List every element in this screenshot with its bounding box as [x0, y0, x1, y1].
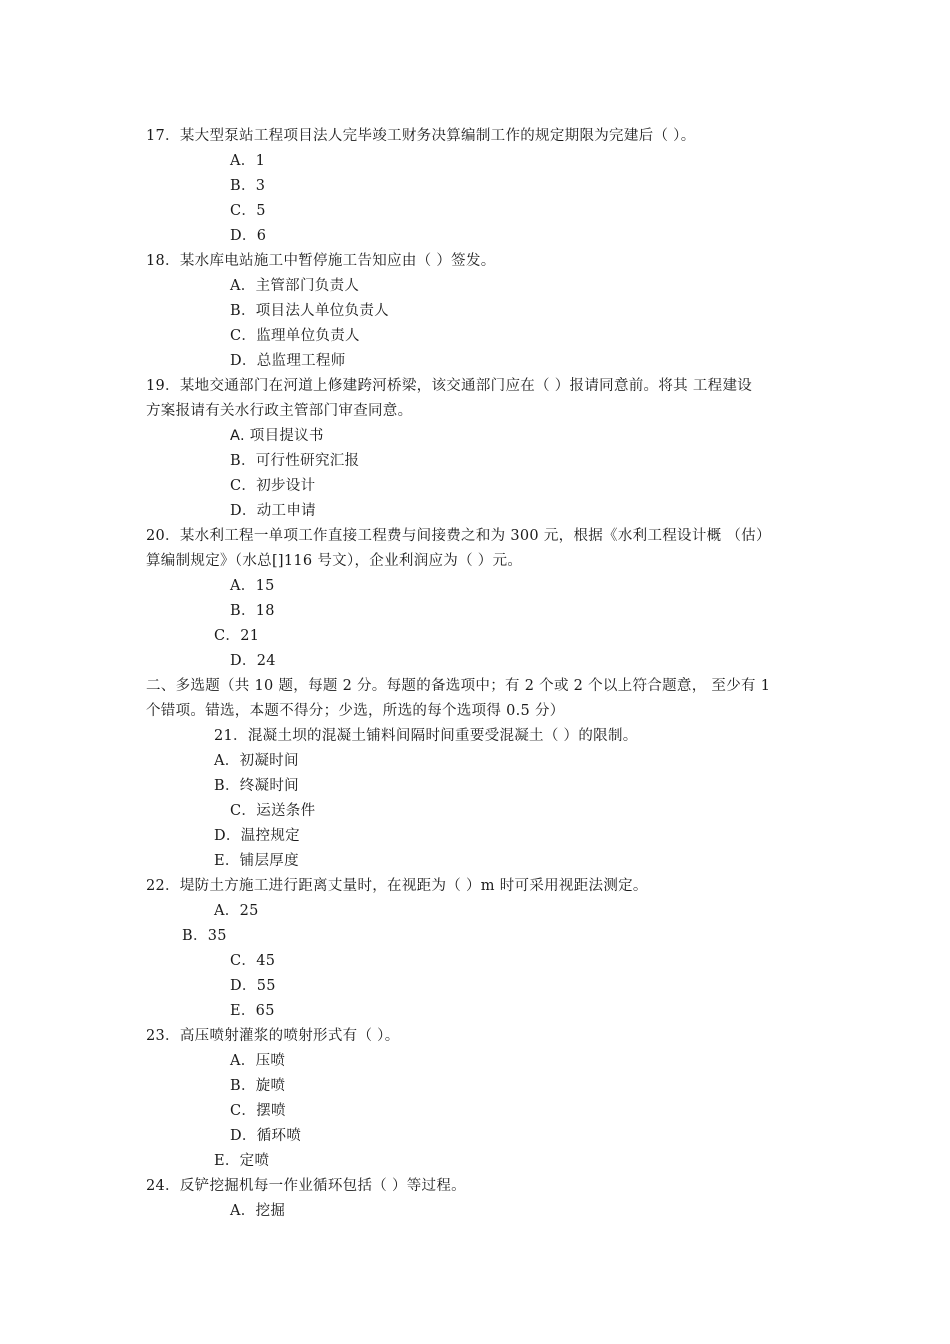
question-19-option-a: A. 项目提议书: [230, 428, 324, 444]
question-17-option-c: C．5: [230, 203, 266, 219]
question-21-stem: 21．混凝土坝的混凝土铺料间隔时间重要受混凝土（ ）的限制。: [214, 728, 638, 744]
question-23-option-d: D．循环喷: [230, 1128, 302, 1144]
question-22-stem: 22．堤防土方施工进行距离丈量时，在视距为（ ）m 时可采用视距法测定。: [146, 878, 648, 894]
question-24-stem: 24．反铲挖掘机每一作业循环包括（ ）等过程。: [146, 1178, 466, 1194]
question-20-option-b: B．18: [230, 603, 275, 619]
question-18-option-b: B．项目法人单位负责人: [230, 303, 389, 319]
question-20-option-d: D．24: [230, 653, 276, 669]
question-23-option-c: C．摆喷: [230, 1103, 286, 1119]
question-21-option-d: D．温控规定: [214, 828, 300, 844]
question-18-option-c: C．监理单位负责人: [230, 328, 360, 344]
question-20-stem-line1: 20．某水利工程一单项工作直接工程费与间接费之和为 300 元，根据《水利工程设计概 （估）: [146, 528, 771, 544]
section-2-heading-line2: 个错项。错选，本题不得分；少选，所选的每个选项得 0.5 分）: [146, 703, 565, 719]
question-18-option-a: A．主管部门负责人: [230, 278, 360, 294]
question-19-stem-line2: 方案报请有关水行政主管部门审查同意。: [146, 403, 413, 419]
question-17-option-a: A．1: [230, 153, 266, 169]
question-20-option-c: C．21: [214, 628, 260, 644]
question-20-option-a: A．15: [230, 578, 275, 594]
question-23-option-b: B．旋喷: [230, 1078, 286, 1094]
question-22-option-e: E．65: [230, 1003, 275, 1019]
question-20-stem-line2: 算编制规定》（水总[]116 号文），企业利润应为（ ）元。: [146, 553, 523, 569]
question-22-option-c: C．45: [230, 953, 276, 969]
question-19-option-c: C．初步设计: [230, 478, 316, 494]
question-23-option-e: E．定喷: [214, 1153, 270, 1169]
question-23-option-a: A．压喷: [230, 1053, 286, 1069]
question-21-option-c: C．运送条件: [230, 803, 316, 819]
question-19-stem-line1: 19．某地交通部门在河道上修建跨河桥梁，该交通部门应在（ ）报请同意前。将其 工程建设: [146, 378, 753, 394]
question-19-option-d: D．动工申请: [230, 503, 316, 519]
question-17-stem: 17．某大型泵站工程项目法人完毕竣工财务决算编制工作的规定期限为完建后（ ）。: [146, 128, 696, 144]
question-19-option-b: B．可行性研究汇报: [230, 453, 360, 469]
question-22-option-d: D．55: [230, 978, 276, 994]
question-22-option-b: B．35: [182, 928, 227, 944]
question-21-option-b: B．终凝时间: [214, 778, 299, 794]
question-17-option-b: B．3: [230, 178, 266, 194]
question-24-option-a: A．挖掘: [230, 1203, 286, 1219]
question-17-option-d: D．6: [230, 228, 267, 244]
question-21-option-a: A．初凝时间: [214, 753, 299, 769]
question-18-option-d: D．总监理工程师: [230, 353, 346, 369]
question-23-stem: 23．高压喷射灌浆的喷射形式有（ ）。: [146, 1028, 400, 1044]
section-2-heading-line1: 二、多选题（共 10 题，每题 2 分。每题的备选项中；有 2 个或 2 个以上符合题意， 至少有 1: [146, 678, 771, 694]
question-21-option-e: E．铺层厚度: [214, 853, 299, 869]
question-18-stem: 18．某水库电站施工中暂停施工告知应由（ ）签发。: [146, 253, 496, 269]
question-22-option-a: A．25: [214, 903, 259, 919]
